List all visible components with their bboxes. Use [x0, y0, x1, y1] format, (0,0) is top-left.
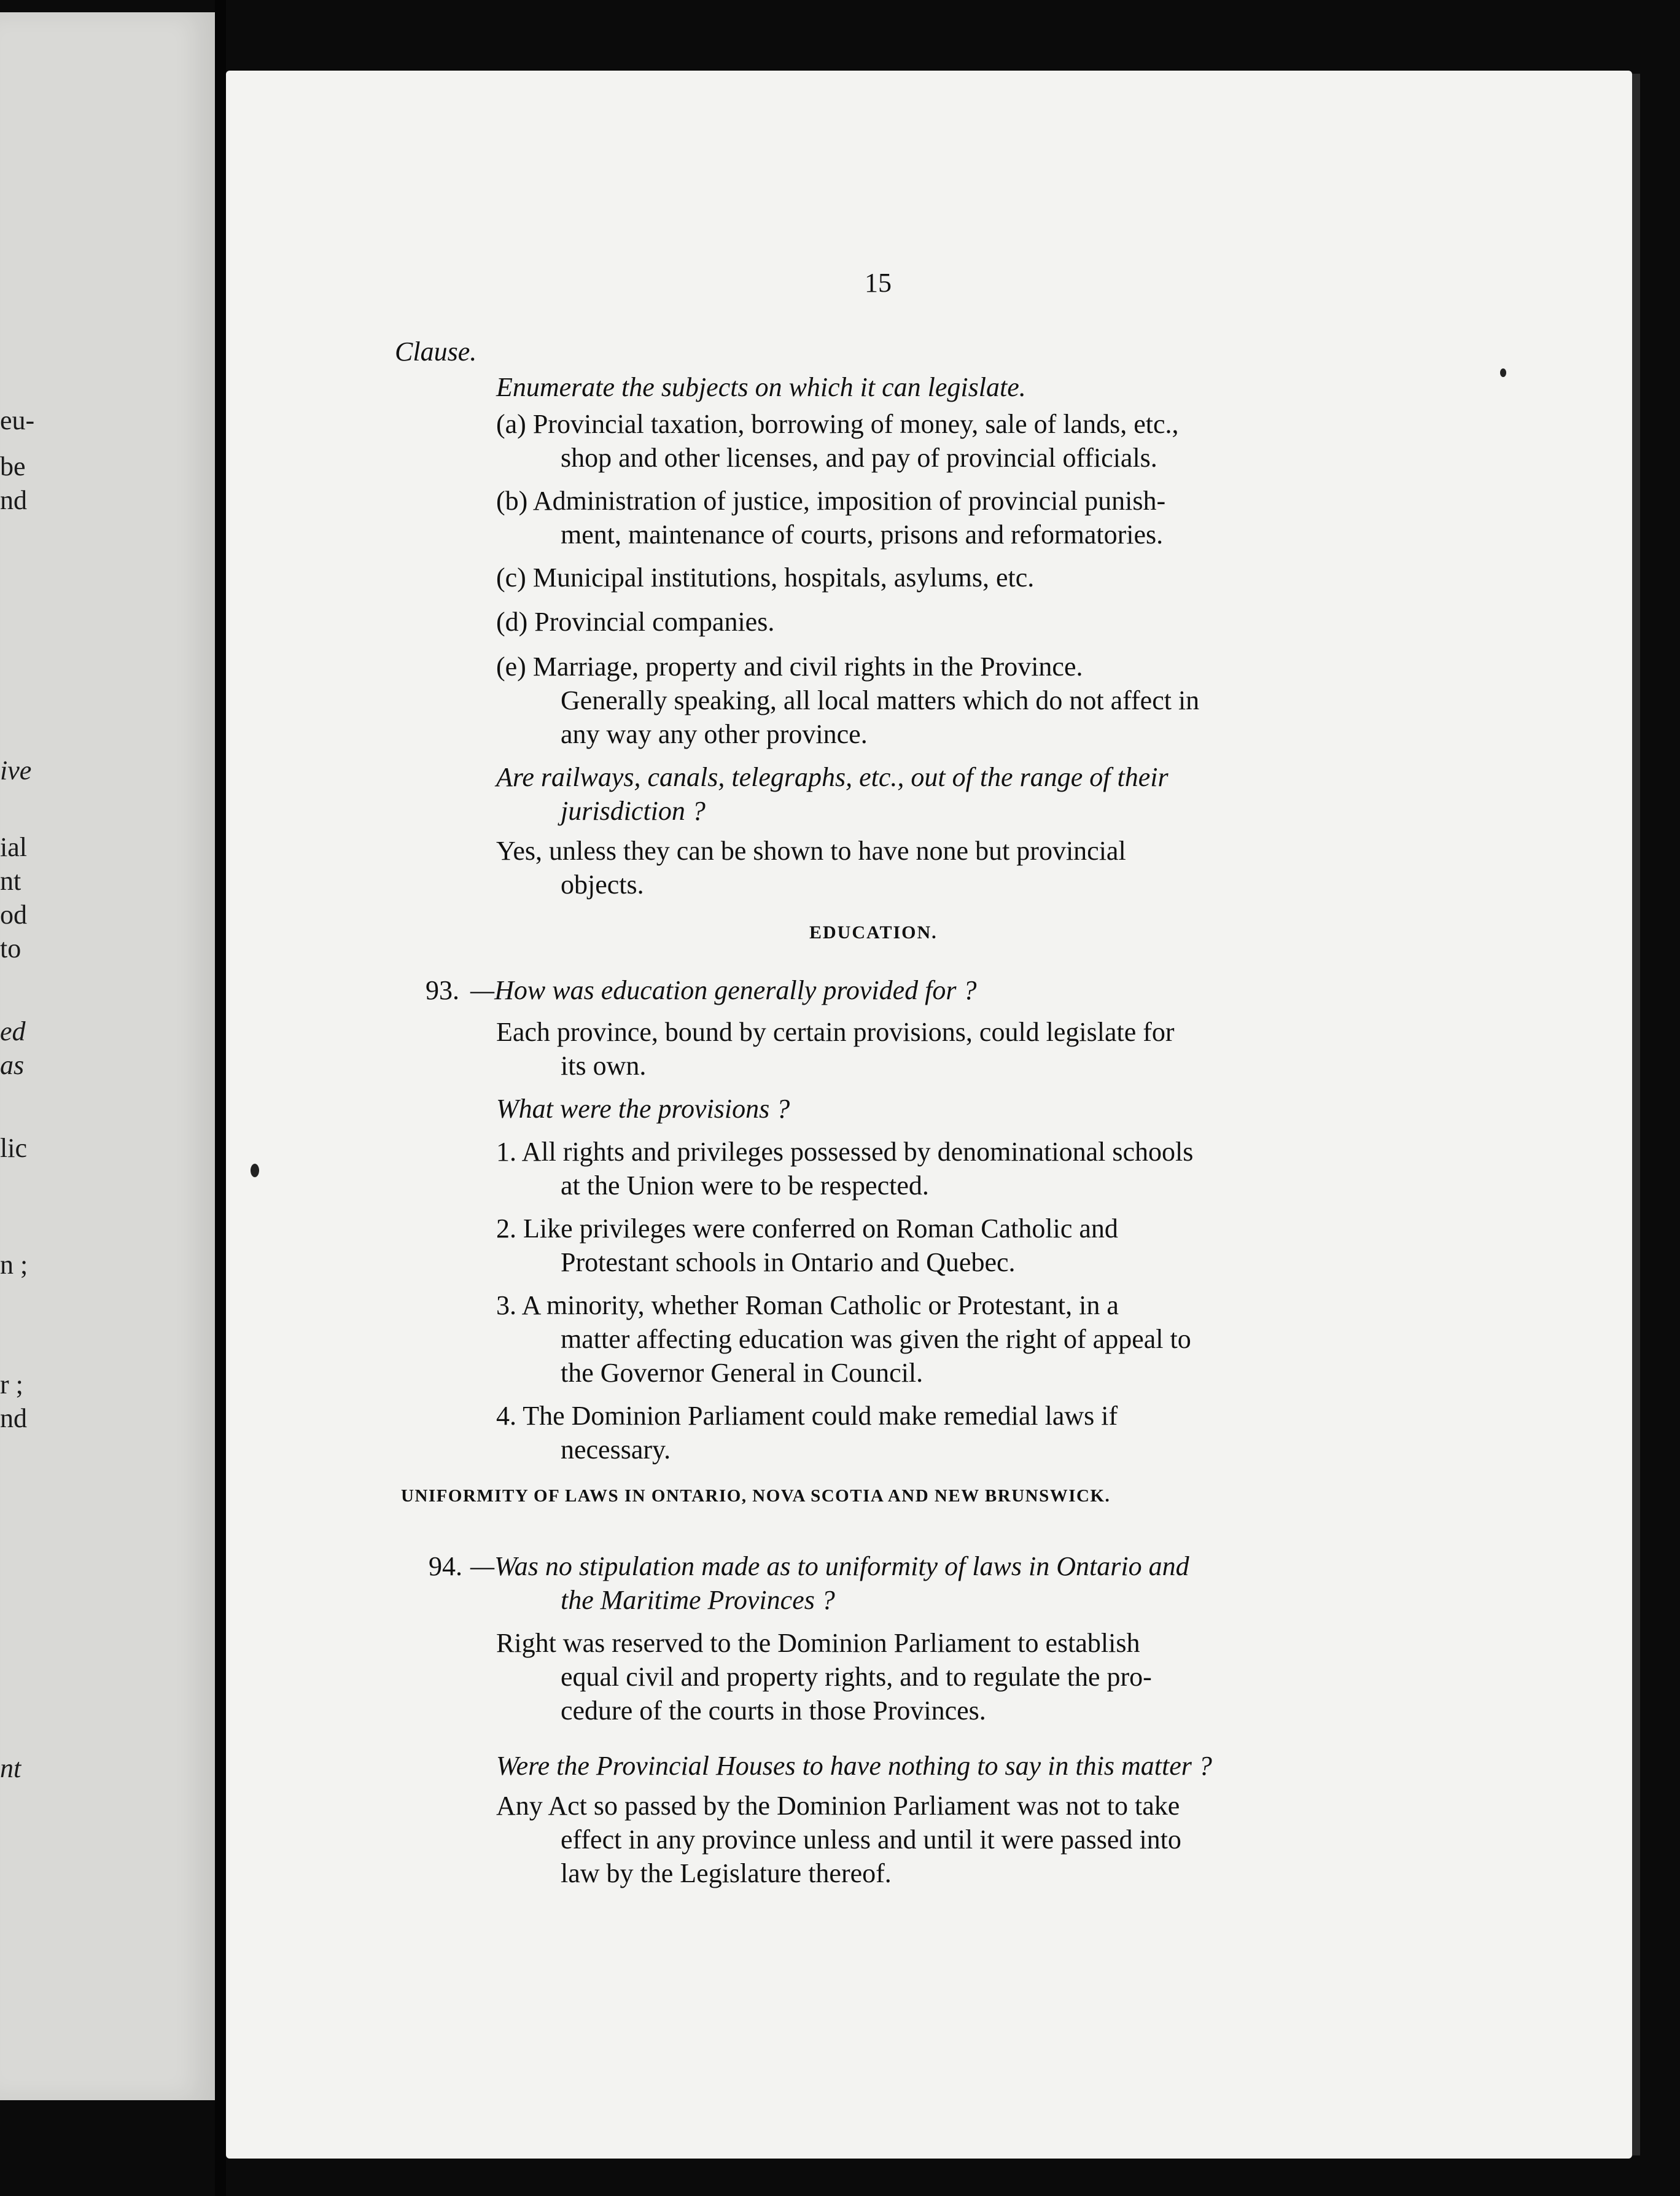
answer-94-line2: equal civil and property rights, and to regulate the pro-: [561, 1662, 1152, 1692]
answer-93-line1: Each province, bound by certain provisions, could legislate for: [496, 1017, 1175, 1047]
provision-2-line2: Protestant schools in Ontario and Quebec.: [561, 1247, 1016, 1277]
subject-d: (d) Provincial companies.: [496, 607, 775, 637]
left-fragment: r ;: [0, 1369, 23, 1400]
heading-uniformity: UNIFORMITY OF LAWS IN ONTARIO, NOVA SCOTIA AND NEW BRUNSWICK.: [401, 1486, 1111, 1506]
question-provisions: What were the provisions ?: [496, 1094, 790, 1124]
subject-e-line3: any way any other province.: [561, 719, 868, 749]
left-fragment: nd: [0, 485, 27, 515]
question-94-number: 94.: [429, 1551, 462, 1581]
provision-2-line1: 2. Like privileges were conferred on Roman Catholic and: [496, 1213, 1118, 1244]
question-subjects: Enumerate the subjects on which it can legislate.: [496, 372, 1026, 402]
left-fragment: nt: [0, 866, 21, 896]
right-page: [226, 71, 1632, 2159]
left-fragment: nd: [0, 1403, 27, 1433]
question-railways-line1: Are railways, canals, telegraphs, etc., out of the range of their: [496, 762, 1169, 792]
question-railways-line2: jurisdiction ?: [561, 796, 706, 826]
ink-speck: [1500, 368, 1506, 377]
left-fragment: ed: [0, 1016, 26, 1046]
provision-1-line2: at the Union were to be respected.: [561, 1170, 929, 1201]
answer-houses-line3: law by the Legislature thereof.: [561, 1858, 892, 1888]
question-93-text: —How was education generally provided for ?: [470, 975, 977, 1005]
subject-e-line2: Generally speaking, all local matters which do not affect in: [561, 685, 1200, 715]
left-fragment: ial: [0, 832, 27, 862]
provision-1-line1: 1. All rights and privileges possessed by denominational schools: [496, 1137, 1194, 1167]
provision-3-line2: matter affecting education was given the right of appeal to: [561, 1324, 1191, 1354]
answer-93-line2: its own.: [561, 1051, 647, 1081]
ink-speck: [251, 1164, 259, 1177]
left-fragment: n ;: [0, 1250, 28, 1280]
left-fragment: lic: [0, 1133, 27, 1163]
left-fragment: nt: [0, 1753, 21, 1783]
provision-3-line1: 3. A minority, whether Roman Catholic or Protestant, in a: [496, 1290, 1119, 1320]
heading-education: EDUCATION.: [809, 922, 938, 943]
answer-railways-line2: objects.: [561, 870, 644, 900]
provision-4-line2: necessary.: [561, 1435, 671, 1465]
provision-4-line1: 4. The Dominion Parliament could make remedial laws if: [496, 1401, 1118, 1431]
left-fragment: to: [0, 933, 21, 964]
subject-b-line1: (b) Administration of justice, imposition of provincial punish-: [496, 486, 1166, 516]
provision-3-line3: the Governor General in Council.: [561, 1358, 924, 1388]
answer-houses-line2: effect in any province unless and until it were passed into: [561, 1824, 1181, 1855]
left-fragment: eu-: [0, 405, 35, 435]
left-fragment: od: [0, 900, 27, 930]
answer-railways-line1: Yes, unless they can be shown to have none but provincial: [496, 836, 1126, 866]
subject-a-line1: (a) Provincial taxation, borrowing of money, sale of lands, etc.,: [496, 409, 1179, 439]
page-number: 15: [865, 268, 892, 298]
subject-a-line2: shop and other licenses, and pay of provincial officials.: [561, 443, 1157, 473]
left-page: [0, 12, 219, 2100]
left-fragment: be: [0, 451, 26, 481]
clause-label: Clause.: [395, 337, 477, 367]
subject-b-line2: ment, maintenance of courts, prisons and reformatories.: [561, 520, 1164, 550]
answer-94-line1: Right was reserved to the Dominion Parliament to establish: [496, 1628, 1140, 1658]
question-94-line1: —Was no stipulation made as to uniformity of laws in Ontario and: [470, 1551, 1189, 1581]
subject-e-line1: (e) Marriage, property and civil rights in the Province.: [496, 652, 1083, 682]
left-fragment: as: [0, 1050, 25, 1080]
question-provincial-houses: Were the Provincial Houses to have nothing to say in this matter ?: [496, 1751, 1212, 1781]
left-fragment: ive: [0, 755, 32, 785]
question-94-line2: the Maritime Provinces ?: [561, 1585, 835, 1615]
subject-c: (c) Municipal institutions, hospitals, asylums, etc.: [496, 563, 1035, 593]
book-gutter: [215, 0, 226, 2196]
answer-94-line3: cedure of the courts in those Provinces.: [561, 1696, 986, 1726]
question-93-number: 93.: [426, 975, 459, 1005]
answer-houses-line1: Any Act so passed by the Dominion Parliament was not to take: [496, 1791, 1180, 1821]
